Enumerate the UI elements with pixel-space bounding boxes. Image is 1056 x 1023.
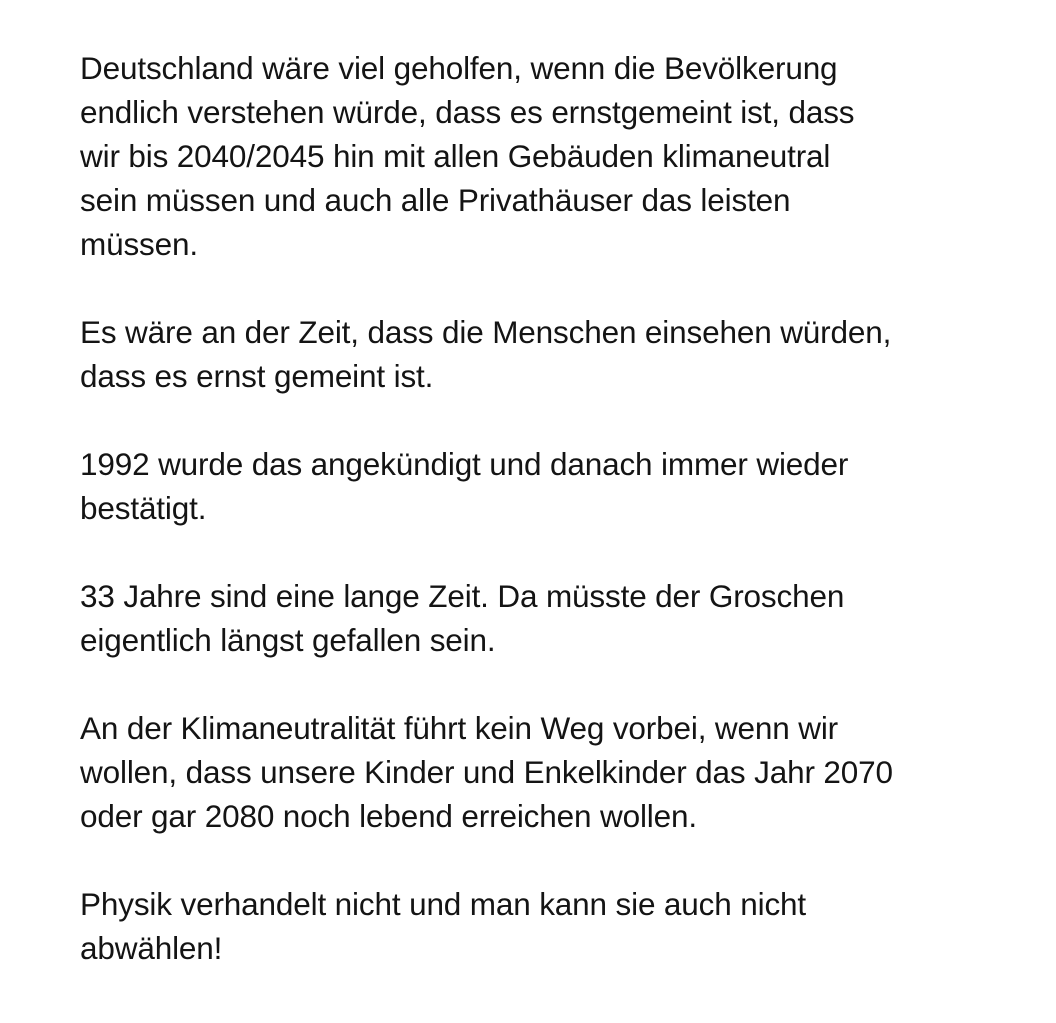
text-line: Es wäre an der Zeit, dass die Menschen einsehen würden,: [80, 314, 892, 350]
text-line: müssen.: [80, 226, 198, 262]
text-line: sein müssen und auch alle Privathäuser das leisten: [80, 182, 791, 218]
text-line: 33 Jahre sind eine lange Zeit. Da müsste der Groschen: [80, 578, 845, 614]
text-line: wir bis 2040/2045 hin mit allen Gebäuden klimaneutral: [80, 138, 831, 174]
paragraph-gebaeude-klimaneutral: [80, 46, 1020, 266]
text-line: dass es ernst gemeint ist.: [80, 358, 434, 394]
text-line: Physik verhandelt nicht und man kann sie auch nicht: [80, 886, 807, 922]
document-body: [80, 46, 1020, 1014]
text-line: abwählen!: [80, 930, 223, 966]
text-line: Deutschland wäre viel geholfen, wenn die Bevölkerung: [80, 50, 838, 86]
text-line: wollen, dass unsere Kinder und Enkelkinder das Jahr 2070: [80, 754, 893, 790]
text-line: bestätigt.: [80, 490, 207, 526]
paragraph-klimaneutralitaet: [80, 706, 1020, 838]
paragraph-33-jahre: [80, 574, 1020, 662]
text-line: An der Klimaneutralität führt kein Weg vorbei, wenn wir: [80, 710, 839, 746]
text-line: eigentlich längst gefallen sein.: [80, 622, 496, 658]
paragraph-an-der-zeit: [80, 310, 1020, 398]
paragraph-physik: [80, 882, 1020, 970]
text-line: oder gar 2080 noch lebend erreichen wollen.: [80, 798, 697, 834]
text-line: 1992 wurde das angekündigt und danach immer wieder: [80, 446, 849, 482]
text-line: endlich verstehen würde, dass es ernstgemeint ist, dass: [80, 94, 855, 130]
paragraph-1992-angekuendigt: [80, 442, 1020, 530]
